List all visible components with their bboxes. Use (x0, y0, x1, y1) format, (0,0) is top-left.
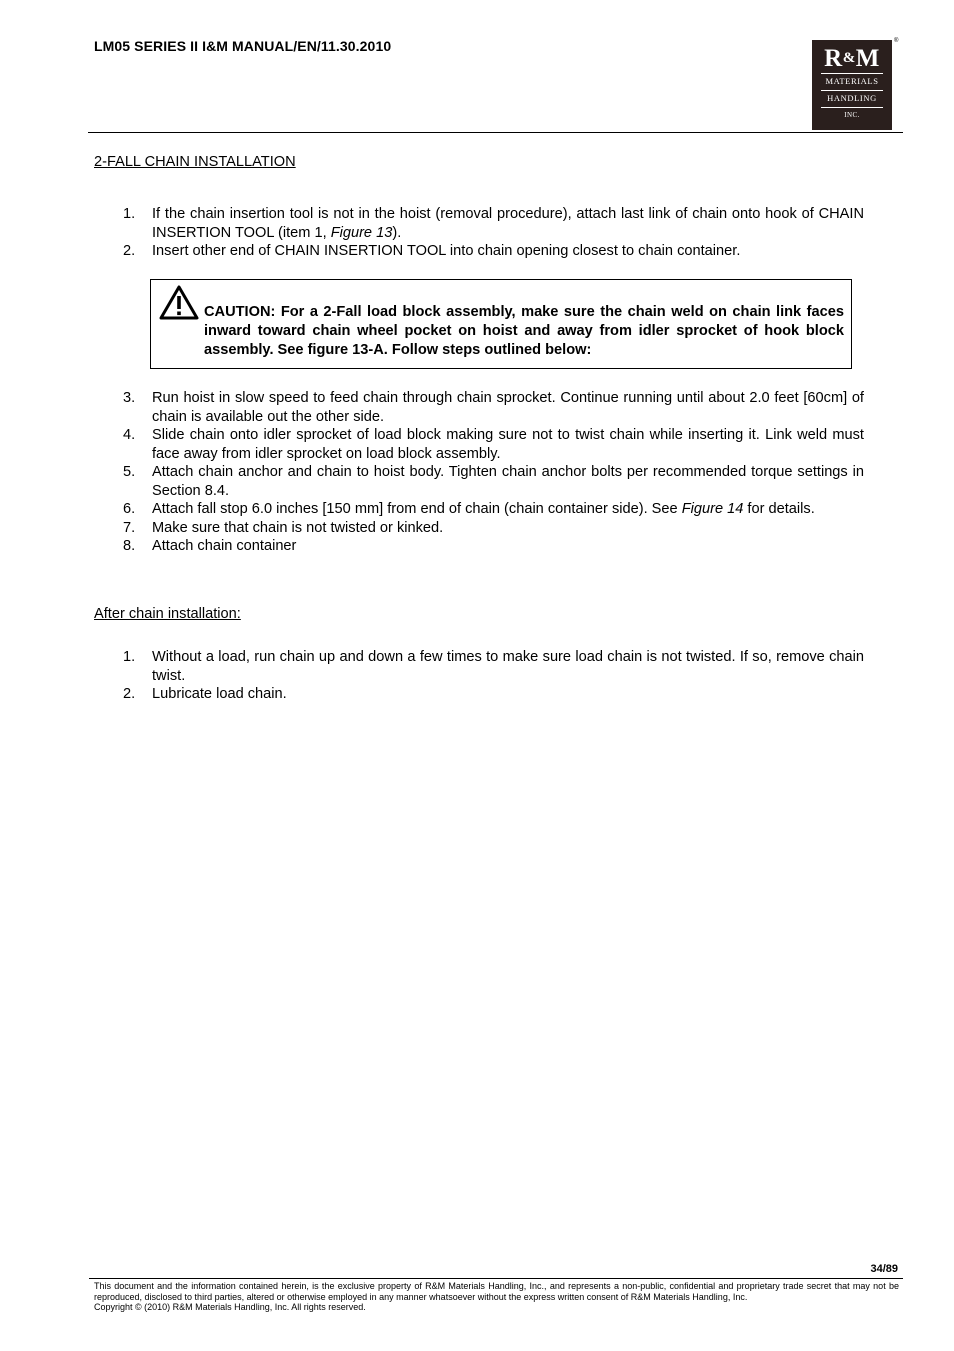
list-item: 8. Attach chain container (123, 538, 297, 554)
header-divider (88, 132, 903, 133)
legal-text: This document and the information contained herein, is the exclusive property of R&M Materials Handling, Inc., and represents a non-public, confidential and proprietary trade secret that may not be reproduced, disclosed to third parties, altered or otherwise employed in any manner whatsoever without the express written consent of R&M Materials Handling, Inc. (94, 1281, 899, 1302)
list-item: 1. Without a load, run chain up and down a few times to make sure load chain is not twisted. If so, remove chain twist. (123, 649, 864, 684)
list-item: 5. Attach chain anchor and chain to hoist body. Tighten chain anchor bolts per recommended torque settings in Section 8.4. (123, 464, 864, 499)
footer-divider (89, 1278, 903, 1279)
steps-list-after (94, 648, 864, 704)
section-title-2-fall: 2-FALL CHAIN INSTALLATION (94, 154, 296, 170)
caution-text: CAUTION: For a 2-Fall load block assembly, make sure the chain weld on chain link faces inward toward chain wheel pocket on hoist and away from idler sprocket of hook block assembly. See figure 13-A. Follow steps outlined below: (204, 304, 844, 358)
list-item: 7. Make sure that chain is not twisted or kinked. (123, 519, 444, 536)
logo-line-2: HANDLING (827, 93, 877, 103)
section-title-after-installation: After chain installation: (94, 606, 241, 622)
caution-box (150, 279, 852, 369)
steps-list-a (94, 205, 864, 261)
list-item: 2. Lubricate load chain. (123, 686, 287, 702)
copyright-text: Copyright © (2010) R&M Materials Handling, Inc. All rights reserved. (94, 1302, 366, 1313)
company-logo (812, 40, 892, 130)
steps-list-b (94, 389, 864, 556)
list-item: 4. Slide chain onto idler sprocket of load block making sure not to twist chain while inserting it. Link weld must face away from idler sprocket on load block assembly. (123, 427, 864, 462)
list-item: 6. Attach fall stop 6.0 inches [150 mm] from end of chain (chain container side). See Figure 14 for details. (123, 501, 815, 517)
footer-legal-notice (94, 1281, 899, 1313)
warning-triangle-icon (159, 285, 199, 321)
page-number: 34/89 (870, 1263, 898, 1275)
list-item: 1. If the chain insertion tool is not in the hoist (removal procedure), attach last link of chain onto hook of CHAIN INSERTION TOOL (item 1, Figure 13). (123, 206, 864, 241)
logo-line-3: INC. (844, 111, 860, 119)
document-header-title: LM05 SERIES II I&M MANUAL/EN/11.30.2010 (94, 38, 392, 54)
logo-mark: R&M (824, 45, 880, 72)
logo-line-1: MATERIALS (825, 76, 879, 86)
registered-mark: ® (894, 38, 899, 44)
list-item: 2. Insert other end of CHAIN INSERTION TOOL into chain opening closest to chain container. (123, 243, 741, 259)
list-item: 3. Run hoist in slow speed to feed chain through chain sprocket. Continue running until about 2.0 feet [60cm] of chain is available out the other side. (123, 390, 864, 425)
